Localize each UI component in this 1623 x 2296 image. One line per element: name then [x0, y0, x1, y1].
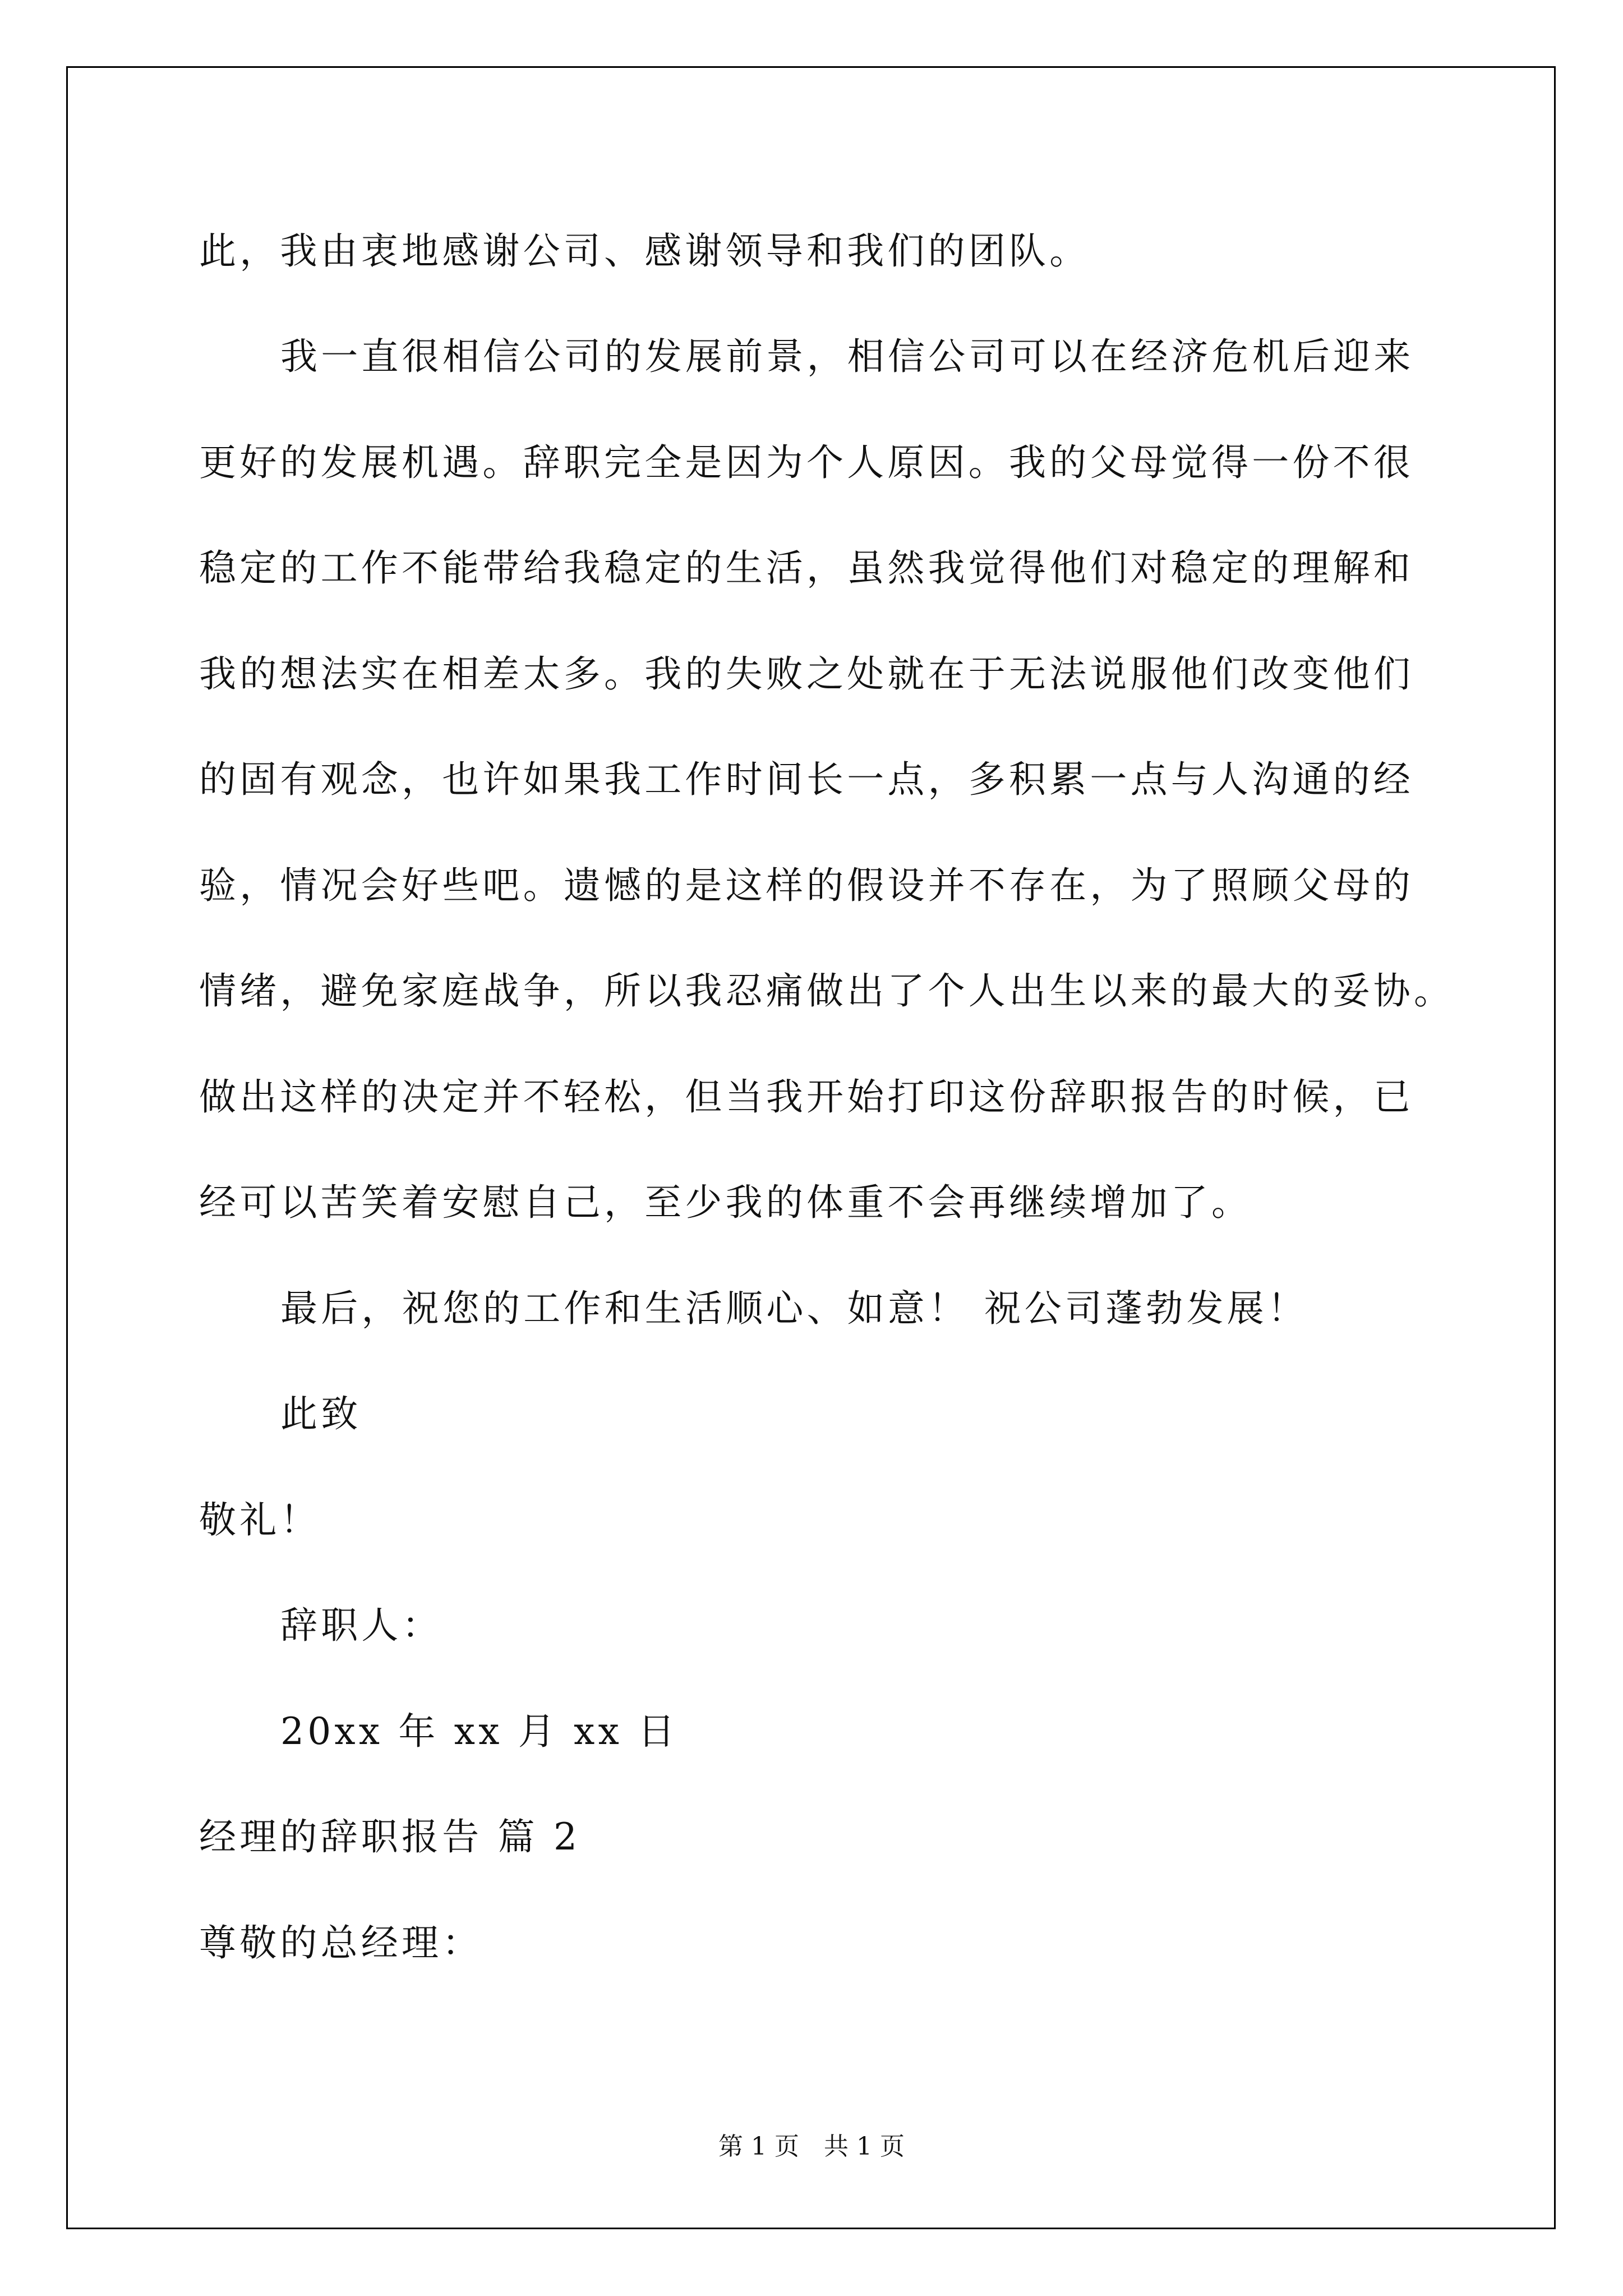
text-line-3: 更好的发展机遇。辞职完全是因为个人原因。我的父母觉得一份不很 — [199, 441, 1414, 484]
page-number: 第 1 页 共 1 页 — [718, 2132, 905, 2161]
salutation-jingli: 敬礼！ — [199, 1498, 321, 1542]
signature-label: 辞职人： — [280, 1604, 442, 1647]
text-line-4: 稳定的工作不能带给我稳定的生活，虽然我觉得他们对稳定的理解和 — [199, 546, 1414, 590]
text-line-6: 的固有观念，也许如果我工作时间长一点，多积累一点与人沟通的经 — [199, 758, 1414, 801]
text-line-10: 经可以苦笑着安慰自己，至少我的体重不会再继续增加了。 — [199, 1181, 1252, 1224]
closing-wishes: 最后，祝您的工作和生活顺心、如意！ 祝公司蓬勃发展！ — [280, 1287, 1308, 1330]
letter-greeting: 尊敬的总经理： — [199, 1921, 483, 1964]
date-line: 20xx 年 xx 月 xx 日 — [280, 1710, 679, 1753]
text-line-9: 做出这样的决定并不轻松，但当我开始打印这份辞职报告的时候，已 — [199, 1075, 1414, 1119]
text-line-1: 此，我由衷地感谢公司、感谢领导和我们的团队。 — [199, 229, 1090, 273]
text-line-5: 我的想法实在相差太多。我的失败之处就在于无法说服他们改变他们 — [199, 652, 1414, 696]
text-line-8: 情绪，避免家庭战争，所以我忍痛做出了个人出生以来的最大的妥协。 — [199, 969, 1455, 1013]
text-line-7: 验，情况会好些吧。遗憾的是这样的假设并不存在，为了照顾父母的 — [199, 864, 1414, 907]
salutation-cizhi: 此致 — [280, 1392, 362, 1435]
section-title: 经理的辞职报告 篇 2 — [199, 1815, 581, 1858]
page-border — [66, 66, 1556, 2229]
text-line-2: 我一直很相信公司的发展前景，相信公司可以在经济危机后迎来 — [280, 335, 1414, 378]
